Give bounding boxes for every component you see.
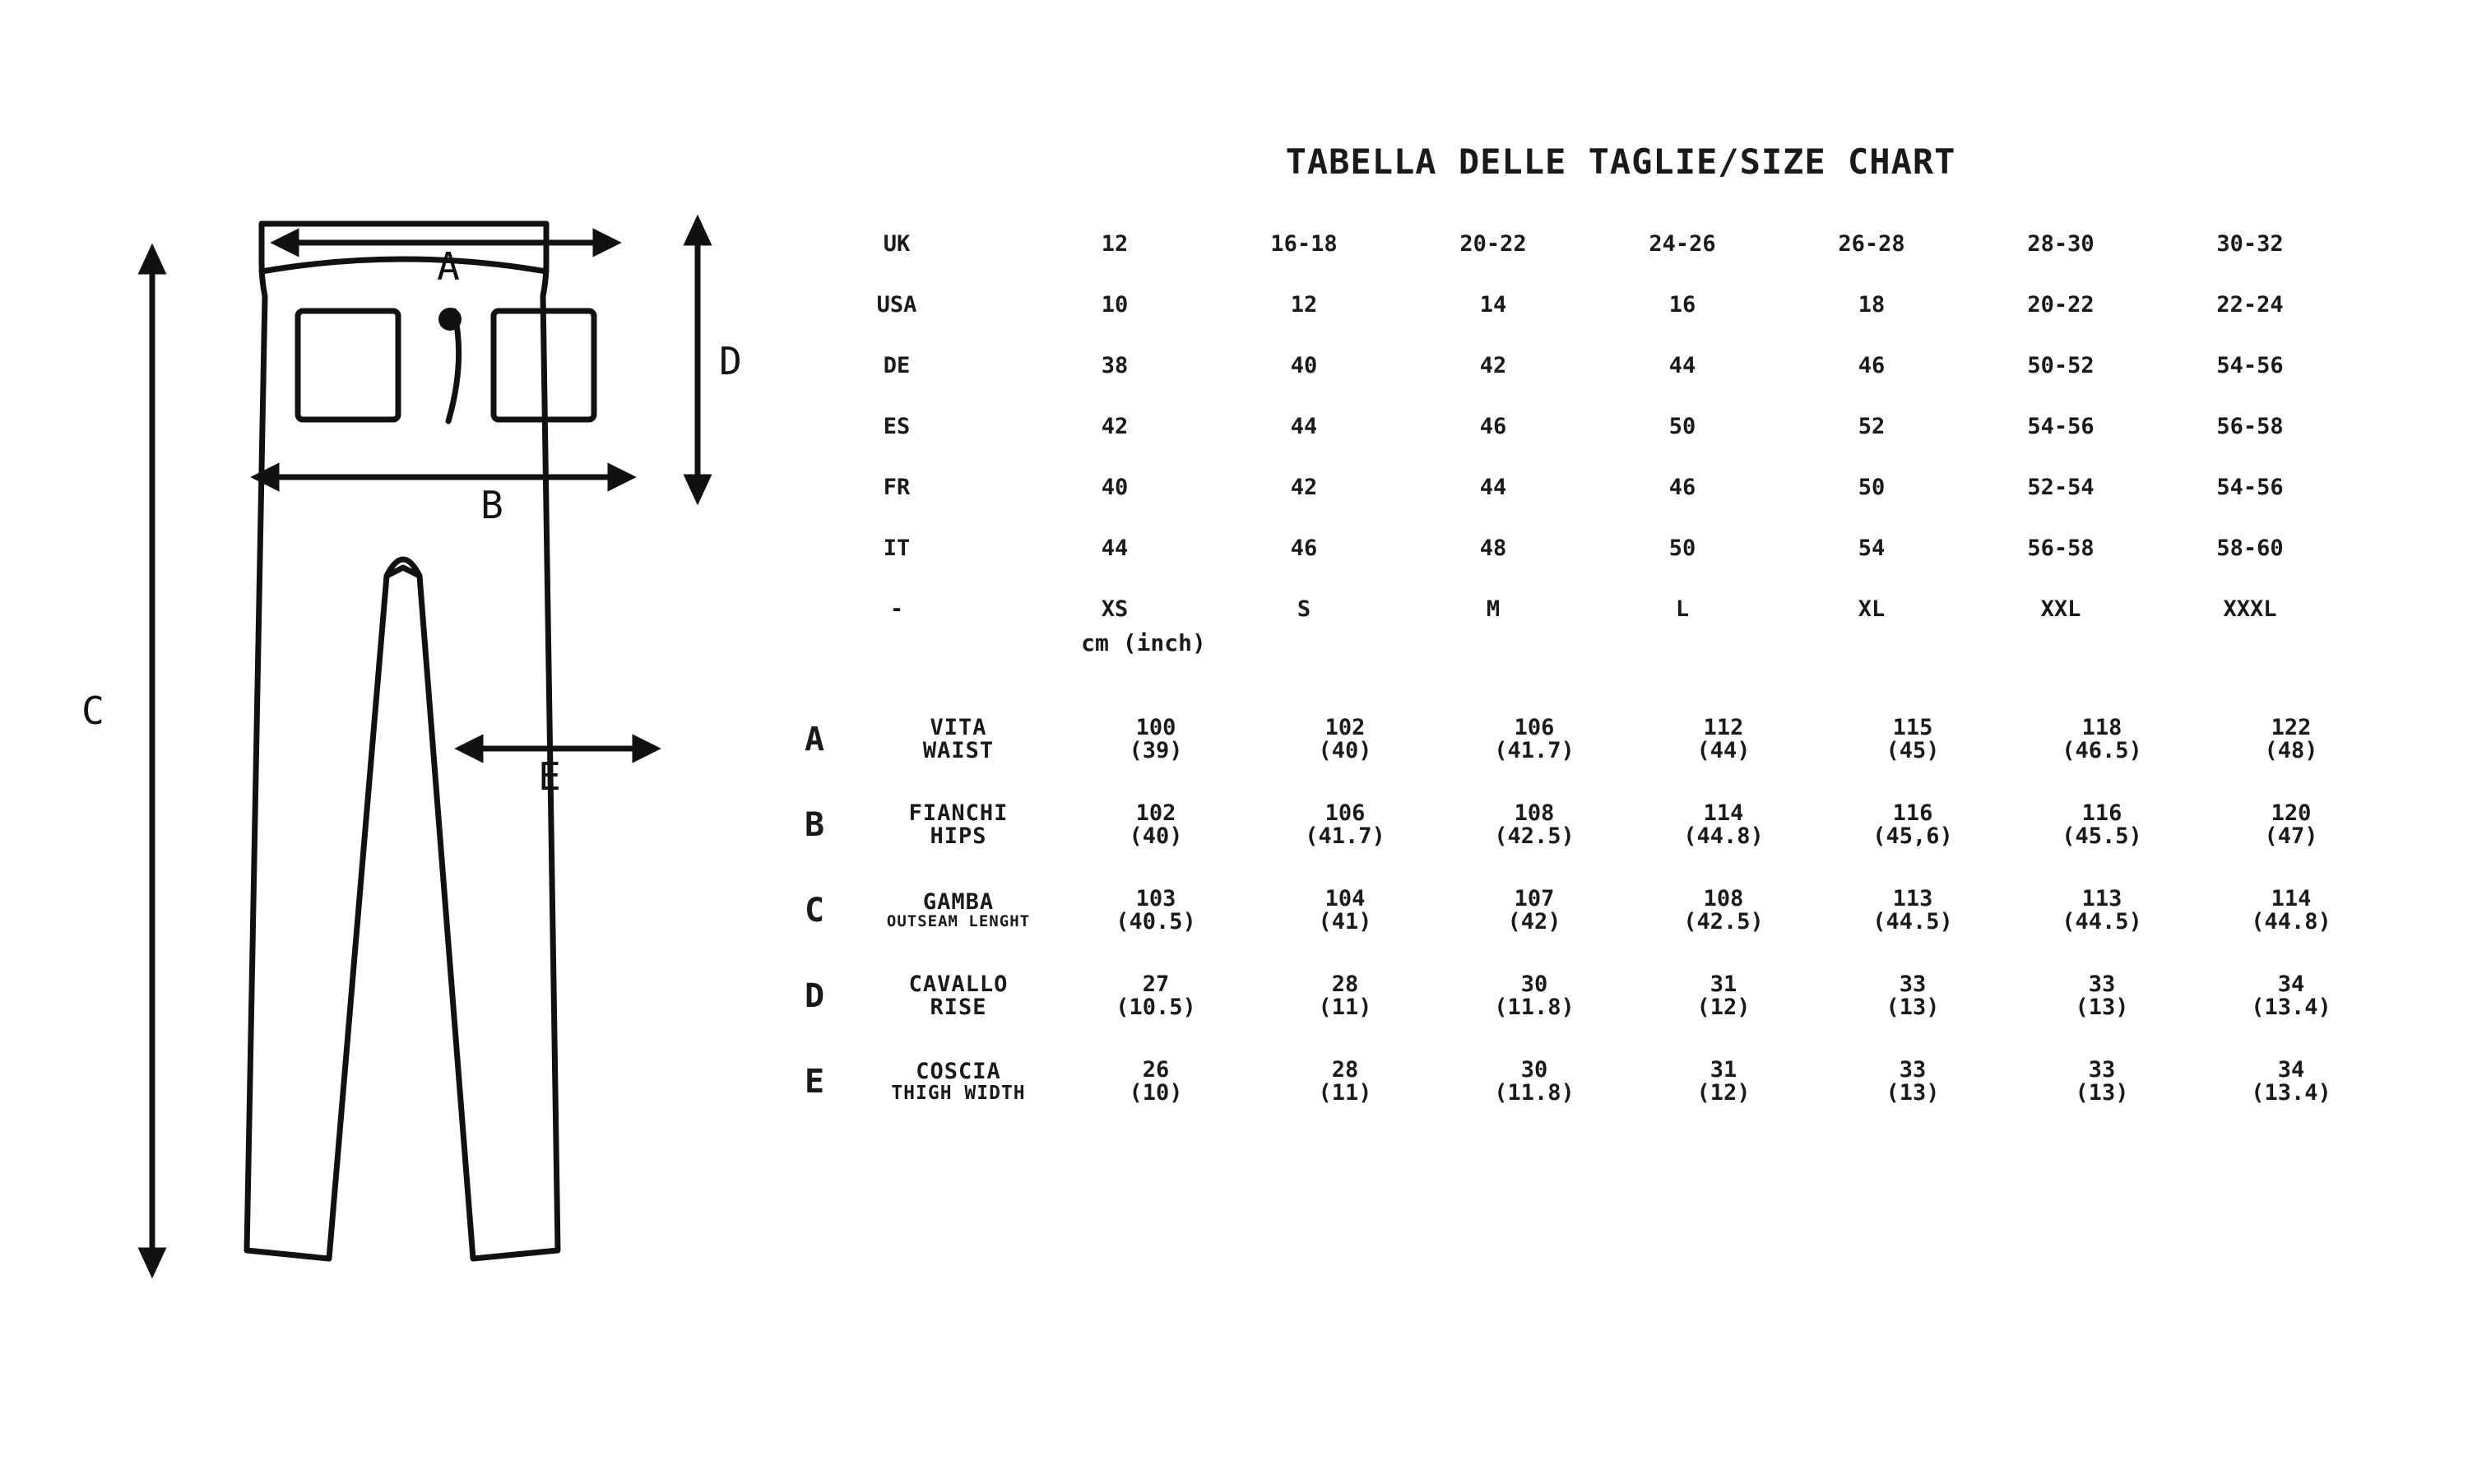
measurement-cm: 33	[1899, 1056, 1927, 1083]
measurement-inch: (46.5)	[2062, 738, 2142, 763]
size-cell: 52	[1858, 413, 1886, 439]
measurement-inch: (47)	[2264, 823, 2318, 849]
size-cell: 20-22	[2027, 291, 2095, 318]
size-row-label: DE	[883, 352, 911, 378]
measurement-inch: (40)	[1129, 823, 1183, 849]
size-cell: 26-28	[1838, 230, 1905, 257]
measurement-inch: (42.5)	[1494, 823, 1575, 849]
measurement-inch: (11.8)	[1494, 1080, 1575, 1106]
size-cell: 50	[1668, 535, 1696, 561]
measurement-cell	[1629, 973, 1818, 1020]
measurement-inch: (41)	[1318, 909, 1372, 934]
size-row	[773, 401, 2468, 452]
measurement-cell	[1818, 1056, 2007, 1106]
unit-note: cm (inch)	[1081, 629, 1206, 656]
size-cell: 46	[1479, 413, 1507, 439]
measurement-cm: 118	[2081, 714, 2122, 740]
measurement-cell	[2197, 1056, 2386, 1106]
size-cell: 44	[1101, 535, 1129, 561]
measurement-name	[856, 973, 1061, 1020]
measurement-name-en: OUTSEAM LENGHT	[886, 912, 1031, 931]
measurement-inch: (13)	[2075, 995, 2129, 1020]
size-cell: 12	[1101, 230, 1129, 257]
measurement-cell	[2007, 973, 2197, 1020]
size-row	[773, 279, 2468, 330]
measurement-inch: (13.4)	[2251, 1080, 2331, 1106]
diagram-label-b: B	[480, 483, 503, 527]
measurement-inch: (44)	[1696, 738, 1751, 763]
measurement-cell	[1061, 885, 1250, 934]
measurement-cell	[1061, 973, 1250, 1020]
measurement-cm: 33	[2088, 971, 2116, 997]
measurement-cell	[2197, 716, 2386, 763]
size-row	[773, 583, 2468, 634]
size-cell: 44	[1290, 413, 1318, 439]
measurement-cm: 100	[1135, 714, 1176, 740]
measurement-name	[856, 802, 1061, 849]
size-cell: 56-58	[2027, 535, 2095, 561]
measurement-letter: B	[804, 806, 825, 844]
size-cell: 42	[1101, 413, 1129, 439]
measurement-letter: A	[804, 721, 825, 758]
size-row-label: -	[889, 596, 904, 622]
size-row-label: IT	[883, 535, 911, 561]
size-cell: 44	[1479, 474, 1507, 500]
measurement-cell	[1061, 1056, 1250, 1106]
size-cell: 54-56	[2216, 474, 2284, 500]
measurement-cell	[1250, 885, 1440, 934]
measurement-cell	[1440, 716, 1629, 763]
measurement-inch: (11)	[1318, 995, 1372, 1020]
size-cell: 14	[1479, 291, 1507, 318]
measurement-inch: (12)	[1696, 995, 1751, 1020]
measurement-cm: 34	[2277, 1056, 2305, 1083]
measurement-cm: 113	[1892, 885, 1933, 911]
measurement-cm: 114	[2271, 885, 2312, 911]
measurement-inch: (13.4)	[2251, 995, 2331, 1020]
diagram-label-d: D	[719, 339, 742, 383]
measurement-cell	[2197, 802, 2386, 849]
measurement-cm: 112	[1703, 714, 1744, 740]
size-cell: 10	[1101, 291, 1129, 318]
measurement-cell	[1250, 802, 1440, 849]
measurement-inch: (12)	[1696, 1080, 1751, 1106]
measurement-cm: 102	[1324, 714, 1366, 740]
measurement-inch: (42)	[1507, 909, 1561, 934]
measurement-cm: 120	[2271, 800, 2312, 826]
measurement-cell	[2007, 1056, 2197, 1106]
measurement-cell	[1250, 716, 1440, 763]
measurement-inch: (44.5)	[1872, 909, 1953, 934]
size-cell: 18	[1858, 291, 1886, 318]
size-row	[773, 461, 2468, 512]
measurement-name-it: COSCIA	[916, 1058, 1001, 1084]
size-row	[773, 340, 2468, 391]
trouser-measurement-diagram	[0, 0, 806, 1481]
measurement-cm: 33	[1899, 971, 1927, 997]
measurement-cm: 30	[1520, 1056, 1548, 1083]
measurement-inch: (39)	[1129, 738, 1183, 763]
measurement-name-it: FIANCHI	[908, 800, 1009, 826]
size-cell: 46	[1668, 474, 1696, 500]
measurement-cm: 27	[1142, 971, 1170, 997]
size-row-label: FR	[883, 474, 911, 500]
measurement-inch: (41.7)	[1494, 738, 1575, 763]
size-row-label: ES	[883, 413, 911, 439]
measurement-cell	[1440, 802, 1629, 849]
measurement-row	[773, 1050, 2468, 1114]
size-cell: 52-54	[2027, 474, 2095, 500]
measurement-cm: 102	[1135, 800, 1176, 826]
size-cell: 16-18	[1270, 230, 1338, 257]
size-cell: 56-58	[2216, 413, 2284, 439]
size-cell: 46	[1858, 352, 1886, 378]
measurement-cm: 107	[1514, 885, 1555, 911]
size-cell: 30-32	[2216, 230, 2284, 257]
measurement-name	[856, 716, 1061, 763]
measurement-inch: (44.5)	[2062, 909, 2142, 934]
size-cell: 54-56	[2216, 352, 2284, 378]
size-cell: 12	[1290, 291, 1318, 318]
measurement-name-it: CAVALLO	[908, 971, 1009, 997]
diagram-label-e: E	[538, 754, 561, 799]
measurement-cell	[2007, 716, 2197, 763]
diagram-label-a: A	[437, 244, 460, 289]
measurement-inch: (11.8)	[1494, 995, 1575, 1020]
size-cell: XXXL	[2223, 596, 2277, 622]
measurement-cell	[1250, 1056, 1440, 1106]
measurement-cm: 26	[1142, 1056, 1170, 1083]
measurement-row	[773, 964, 2468, 1028]
size-cell: 54	[1858, 535, 1886, 561]
measurement-cell	[1440, 973, 1629, 1020]
size-cell: XS	[1101, 596, 1129, 622]
size-cell: 58-60	[2216, 535, 2284, 561]
measurement-cell	[1250, 973, 1440, 1020]
measurement-cm: 106	[1514, 714, 1555, 740]
size-cell: 22-24	[2216, 291, 2284, 318]
measurement-inch: (45)	[1886, 738, 1940, 763]
measurement-cell	[1629, 885, 1818, 934]
measurement-name-en: THIGH WIDTH	[891, 1083, 1026, 1105]
measurement-cm: 122	[2271, 714, 2312, 740]
measurement-cell	[1440, 1056, 1629, 1106]
size-cell: 20-22	[1459, 230, 1527, 257]
size-cell: 50-52	[2027, 352, 2095, 378]
measurement-name	[856, 1060, 1061, 1103]
measurement-cm: 104	[1324, 885, 1366, 911]
measurement-inch: (13)	[1886, 995, 1940, 1020]
chart-title: TABELLA DELLE TAGLIE/SIZE CHART	[1285, 141, 1956, 182]
measurement-cell	[1629, 802, 1818, 849]
measurement-letter: C	[804, 892, 825, 930]
measurement-inch: (48)	[2264, 738, 2318, 763]
measurement-cell	[1818, 716, 2007, 763]
measurement-cm: 30	[1520, 971, 1548, 997]
measurement-inch: (40)	[1318, 738, 1372, 763]
measurement-inch: (13)	[1886, 1080, 1940, 1106]
size-cell: 42	[1290, 474, 1318, 500]
measurement-cm: 108	[1703, 885, 1744, 911]
measurement-cm: 31	[1710, 1056, 1737, 1083]
measurement-cm: 115	[1892, 714, 1933, 740]
size-cell: 46	[1290, 535, 1318, 561]
size-row-label: USA	[876, 291, 917, 318]
measurement-row	[773, 879, 2468, 943]
measurement-cm: 116	[1892, 800, 1933, 826]
measurement-name-en: WAIST	[922, 738, 995, 763]
diagram-label-c: C	[81, 689, 104, 733]
measurement-cell	[1061, 716, 1250, 763]
measurement-cm: 33	[2088, 1056, 2116, 1083]
measurement-cm: 114	[1703, 800, 1744, 826]
size-cell: 50	[1668, 413, 1696, 439]
size-cell: 48	[1479, 535, 1507, 561]
measurement-cell	[1629, 716, 1818, 763]
measurement-cell	[1061, 802, 1250, 849]
size-row-label: UK	[883, 230, 911, 257]
measurement-inch: (44.8)	[1683, 823, 1764, 849]
measurement-inch: (10.5)	[1116, 995, 1196, 1020]
measurement-cm: 34	[2277, 971, 2305, 997]
measurement-cm: 31	[1710, 971, 1737, 997]
size-cell: 42	[1479, 352, 1507, 378]
size-cell: M	[1486, 596, 1501, 622]
measurement-cell	[2197, 885, 2386, 934]
size-cell: XL	[1858, 596, 1886, 622]
size-cell: 16	[1668, 291, 1696, 318]
measurement-name-en: RISE	[930, 995, 987, 1020]
measurement-inch: (41.7)	[1305, 823, 1385, 849]
measurement-inch: (13)	[2075, 1080, 2129, 1106]
measurement-cm: 108	[1514, 800, 1555, 826]
measurement-name-en: HIPS	[930, 823, 987, 849]
measurement-cm: 116	[2081, 800, 2122, 826]
measurement-cm: 28	[1331, 971, 1359, 997]
size-cell: 40	[1101, 474, 1129, 500]
measurement-cell	[1818, 885, 2007, 934]
measurement-inch: (45.5)	[2062, 823, 2142, 849]
measurement-row	[773, 793, 2468, 857]
measurement-letter: E	[804, 1063, 825, 1101]
size-cell: L	[1675, 596, 1690, 622]
size-row	[773, 218, 2468, 269]
measurement-cell	[2197, 973, 2386, 1020]
size-cell: 50	[1858, 474, 1886, 500]
measurement-cm: 28	[1331, 1056, 1359, 1083]
measurement-cm: 103	[1135, 885, 1176, 911]
measurement-inch: (45,6)	[1872, 823, 1953, 849]
size-cell: 38	[1101, 352, 1129, 378]
measurement-inch: (10)	[1129, 1080, 1183, 1106]
size-chart	[773, 99, 2468, 1382]
size-cell: XXL	[2040, 596, 2081, 622]
size-cell: S	[1297, 596, 1311, 622]
measurement-name	[856, 888, 1061, 931]
measurement-inch: (11)	[1318, 1080, 1372, 1106]
size-cell: 28-30	[2027, 230, 2095, 257]
size-row	[773, 522, 2468, 573]
measurement-row	[773, 707, 2468, 772]
measurement-cm: 106	[1324, 800, 1366, 826]
size-cell: 54-56	[2027, 413, 2095, 439]
size-cell: 24-26	[1649, 230, 1716, 257]
measurement-inch: (44.8)	[2251, 909, 2331, 934]
size-cell: 40	[1290, 352, 1318, 378]
measurement-letter: D	[804, 977, 825, 1015]
measurement-cell	[1629, 1056, 1818, 1106]
size-cell: 44	[1668, 352, 1696, 378]
measurement-cell	[1818, 973, 2007, 1020]
measurement-inch: (40.5)	[1116, 909, 1196, 934]
measurement-cm: 113	[2081, 885, 2122, 911]
measurement-cell	[1818, 802, 2007, 849]
measurement-cell	[1440, 885, 1629, 934]
measurement-name-it: GAMBA	[922, 888, 995, 915]
measurement-inch: (42.5)	[1683, 909, 1764, 934]
measurement-cell	[2007, 885, 2197, 934]
measurement-cell	[2007, 802, 2197, 849]
measurement-name-it: VITA	[930, 714, 987, 740]
